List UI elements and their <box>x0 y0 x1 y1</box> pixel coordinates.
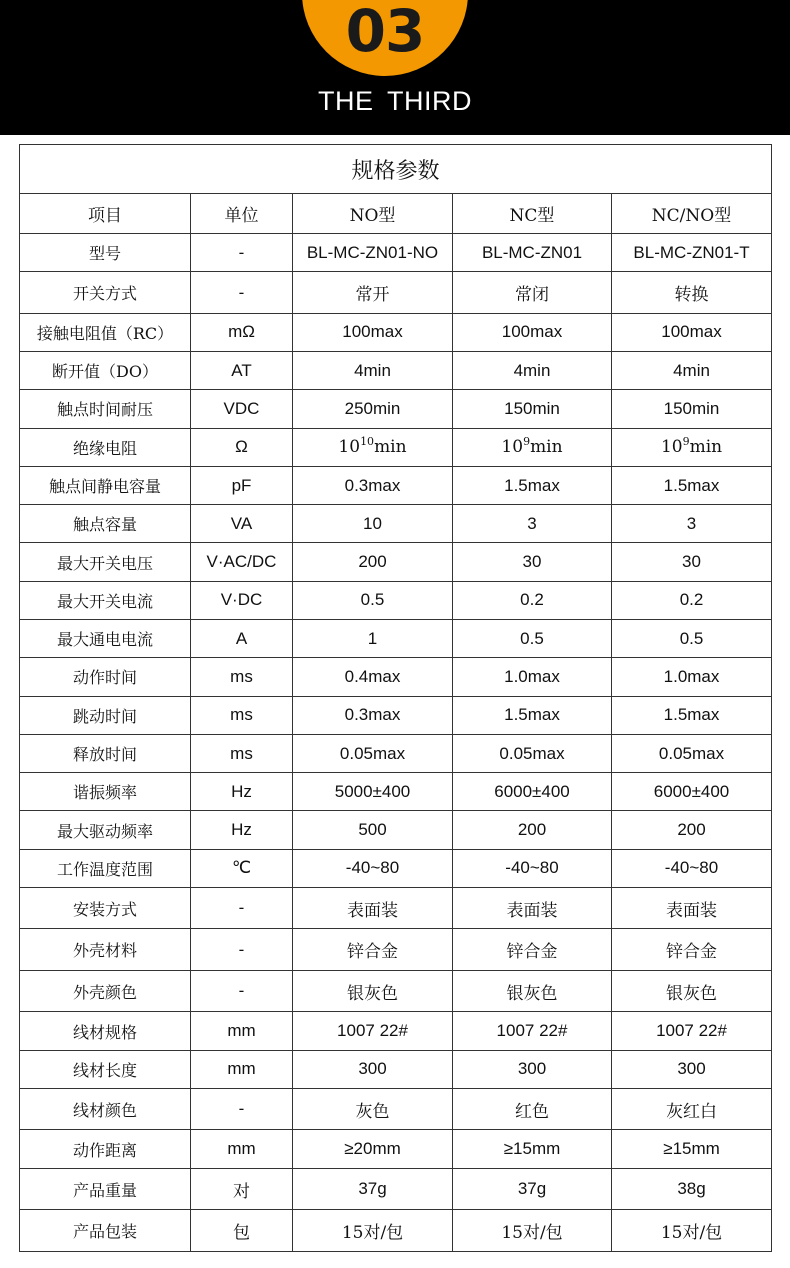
cell-nc: 常闭 <box>453 272 612 313</box>
cell-nc: ≥15mm <box>453 1130 612 1168</box>
row-label: 接触电阻值（RC） <box>20 313 191 351</box>
table-row <box>20 620 772 658</box>
cell-ncno: 30 <box>612 543 772 581</box>
column-header: 单位 <box>191 194 293 234</box>
table-row <box>20 1210 772 1252</box>
column-header: NO型 <box>293 194 453 234</box>
cell-ncno: 15对/包 <box>612 1210 772 1252</box>
row-label: 谐振频率 <box>20 773 191 811</box>
table-row <box>20 1012 772 1050</box>
table-row <box>20 466 772 504</box>
row-unit: ms <box>191 658 293 696</box>
cell-no: 灰色 <box>293 1089 453 1130</box>
cell-ncno: -40~80 <box>612 849 772 887</box>
cell-no: 0.5 <box>293 581 453 619</box>
cell-no: BL-MC-ZN01-NO <box>293 234 453 272</box>
section-number-badge <box>302 0 468 76</box>
row-label: 型号 <box>20 234 191 272</box>
cell-nc: 6000±400 <box>453 773 612 811</box>
cell-no: 500 <box>293 811 453 849</box>
cell-no: 4min <box>293 352 453 390</box>
table-row <box>20 581 772 619</box>
row-unit: V·AC/DC <box>191 543 293 581</box>
cell-nc: 0.2 <box>453 581 612 619</box>
cell-nc: 3 <box>453 505 612 543</box>
column-header-row <box>20 194 772 234</box>
cell-nc: 15对/包 <box>453 1210 612 1252</box>
cell-ncno: 1.5max <box>612 466 772 504</box>
cell-no: 0.3max <box>293 466 453 504</box>
row-label: 最大驱动频率 <box>20 811 191 849</box>
cell-nc: BL-MC-ZN01 <box>453 234 612 272</box>
cell-no: $10^{10}\min$ <box>293 428 453 466</box>
row-unit: ms <box>191 734 293 772</box>
row-label: 线材规格 <box>20 1012 191 1050</box>
cell-nc: 银灰色 <box>453 970 612 1011</box>
row-unit: Ω <box>191 428 293 466</box>
row-unit: AT <box>191 352 293 390</box>
cell-nc: 37g <box>453 1168 612 1209</box>
table-row <box>20 929 772 970</box>
row-unit: mm <box>191 1012 293 1050</box>
cell-no: -40~80 <box>293 849 453 887</box>
section-number: 03 <box>345 0 425 65</box>
cell-ncno: 灰红白 <box>612 1089 772 1130</box>
table-row <box>20 1130 772 1168</box>
cell-no: 15对/包 <box>293 1210 453 1252</box>
spec-table <box>19 144 772 1252</box>
cell-ncno: 6000±400 <box>612 773 772 811</box>
cell-nc: 300 <box>453 1050 612 1088</box>
cell-no: 锌合金 <box>293 929 453 970</box>
table-row <box>20 313 772 351</box>
cell-ncno: 0.5 <box>612 620 772 658</box>
row-label: 动作距离 <box>20 1130 191 1168</box>
cell-no: 200 <box>293 543 453 581</box>
cell-nc: 100max <box>453 313 612 351</box>
row-label: 线材颜色 <box>20 1089 191 1130</box>
row-label: 释放时间 <box>20 734 191 772</box>
cell-ncno: 银灰色 <box>612 970 772 1011</box>
cell-ncno: 150min <box>612 390 772 428</box>
table-row <box>20 428 772 466</box>
row-label: 安装方式 <box>20 887 191 928</box>
cell-nc: 1.5max <box>453 466 612 504</box>
cell-ncno: 100max <box>612 313 772 351</box>
table-row <box>20 658 772 696</box>
table-row <box>20 811 772 849</box>
cell-ncno: 0.2 <box>612 581 772 619</box>
cell-ncno: 表面装 <box>612 887 772 928</box>
row-unit: VDC <box>191 390 293 428</box>
cell-no: 5000±400 <box>293 773 453 811</box>
cell-no: 表面装 <box>293 887 453 928</box>
table-row <box>20 505 772 543</box>
cell-no: 10 <box>293 505 453 543</box>
cell-nc: 1.5max <box>453 696 612 734</box>
row-label: 最大通电电流 <box>20 620 191 658</box>
row-label: 产品包装 <box>20 1210 191 1252</box>
section-subtitle: THE THIRD <box>317 86 472 116</box>
table-row <box>20 1089 772 1130</box>
table-row <box>20 849 772 887</box>
cell-ncno: 1.0max <box>612 658 772 696</box>
row-label: 触点间静电容量 <box>20 466 191 504</box>
cell-no: 250min <box>293 390 453 428</box>
cell-no: 常开 <box>293 272 453 313</box>
row-unit: 包 <box>191 1210 293 1252</box>
row-unit: VA <box>191 505 293 543</box>
table-row <box>20 234 772 272</box>
row-unit: ℃ <box>191 849 293 887</box>
cell-nc: -40~80 <box>453 849 612 887</box>
row-label: 外壳颜色 <box>20 970 191 1011</box>
cell-nc: 200 <box>453 811 612 849</box>
row-label: 外壳材料 <box>20 929 191 970</box>
column-header: NC/NO型 <box>612 194 772 234</box>
row-label: 最大开关电流 <box>20 581 191 619</box>
cell-ncno: 200 <box>612 811 772 849</box>
cell-nc: 30 <box>453 543 612 581</box>
table-row <box>20 272 772 313</box>
cell-ncno: ≥15mm <box>612 1130 772 1168</box>
cell-no: 37g <box>293 1168 453 1209</box>
cell-nc: 0.5 <box>453 620 612 658</box>
header-banner <box>0 0 790 135</box>
cell-ncno: 1.5max <box>612 696 772 734</box>
cell-ncno: 3 <box>612 505 772 543</box>
cell-nc: $10^9\min$ <box>453 428 612 466</box>
cell-nc: 0.05max <box>453 734 612 772</box>
row-label: 开关方式 <box>20 272 191 313</box>
row-label: 最大开关电压 <box>20 543 191 581</box>
cell-no: 1 <box>293 620 453 658</box>
cell-ncno: 锌合金 <box>612 929 772 970</box>
row-unit: Hz <box>191 811 293 849</box>
cell-no: ≥20mm <box>293 1130 453 1168</box>
table-row <box>20 1168 772 1209</box>
cell-no: 1007 22# <box>293 1012 453 1050</box>
row-unit: 对 <box>191 1168 293 1209</box>
cell-no: 0.3max <box>293 696 453 734</box>
cell-no: 300 <box>293 1050 453 1088</box>
row-label: 绝缘电阻 <box>20 428 191 466</box>
cell-nc: 锌合金 <box>453 929 612 970</box>
row-label: 动作时间 <box>20 658 191 696</box>
cell-ncno: 4min <box>612 352 772 390</box>
table-row <box>20 390 772 428</box>
table-row <box>20 734 772 772</box>
cell-ncno: BL-MC-ZN01-T <box>612 234 772 272</box>
cell-no: 0.05max <box>293 734 453 772</box>
table-row <box>20 352 772 390</box>
row-unit: - <box>191 970 293 1011</box>
table-row <box>20 543 772 581</box>
row-label: 触点容量 <box>20 505 191 543</box>
row-label: 线材长度 <box>20 1050 191 1088</box>
cell-ncno: 1007 22# <box>612 1012 772 1050</box>
table-row <box>20 970 772 1011</box>
table-row <box>20 773 772 811</box>
cell-nc: 1007 22# <box>453 1012 612 1050</box>
row-unit: - <box>191 234 293 272</box>
row-label: 工作温度范围 <box>20 849 191 887</box>
row-unit: - <box>191 887 293 928</box>
cell-no: 0.4max <box>293 658 453 696</box>
cell-ncno: 0.05max <box>612 734 772 772</box>
table-row <box>20 887 772 928</box>
row-label: 触点时间耐压 <box>20 390 191 428</box>
row-unit: mm <box>191 1130 293 1168</box>
table-row <box>20 696 772 734</box>
row-label: 断开值（DO） <box>20 352 191 390</box>
row-unit: - <box>191 929 293 970</box>
cell-ncno: 转换 <box>612 272 772 313</box>
row-unit: pF <box>191 466 293 504</box>
cell-no: 银灰色 <box>293 970 453 1011</box>
table-title: 规格参数 <box>20 145 772 194</box>
cell-ncno: 300 <box>612 1050 772 1088</box>
cell-ncno: 38g <box>612 1168 772 1209</box>
row-unit: A <box>191 620 293 658</box>
cell-nc: 150min <box>453 390 612 428</box>
cell-no: 100max <box>293 313 453 351</box>
cell-nc: 表面装 <box>453 887 612 928</box>
row-unit: Hz <box>191 773 293 811</box>
column-header: NC型 <box>453 194 612 234</box>
row-unit: V·DC <box>191 581 293 619</box>
table-row <box>20 1050 772 1088</box>
row-unit: mm <box>191 1050 293 1088</box>
row-label: 产品重量 <box>20 1168 191 1209</box>
row-unit: - <box>191 1089 293 1130</box>
row-unit: ms <box>191 696 293 734</box>
row-unit: - <box>191 272 293 313</box>
row-label: 跳动时间 <box>20 696 191 734</box>
cell-nc: 红色 <box>453 1089 612 1130</box>
cell-nc: 4min <box>453 352 612 390</box>
row-unit: mΩ <box>191 313 293 351</box>
column-header: 项目 <box>20 194 191 234</box>
cell-nc: 1.0max <box>453 658 612 696</box>
cell-ncno: $10^9\min$ <box>612 428 772 466</box>
